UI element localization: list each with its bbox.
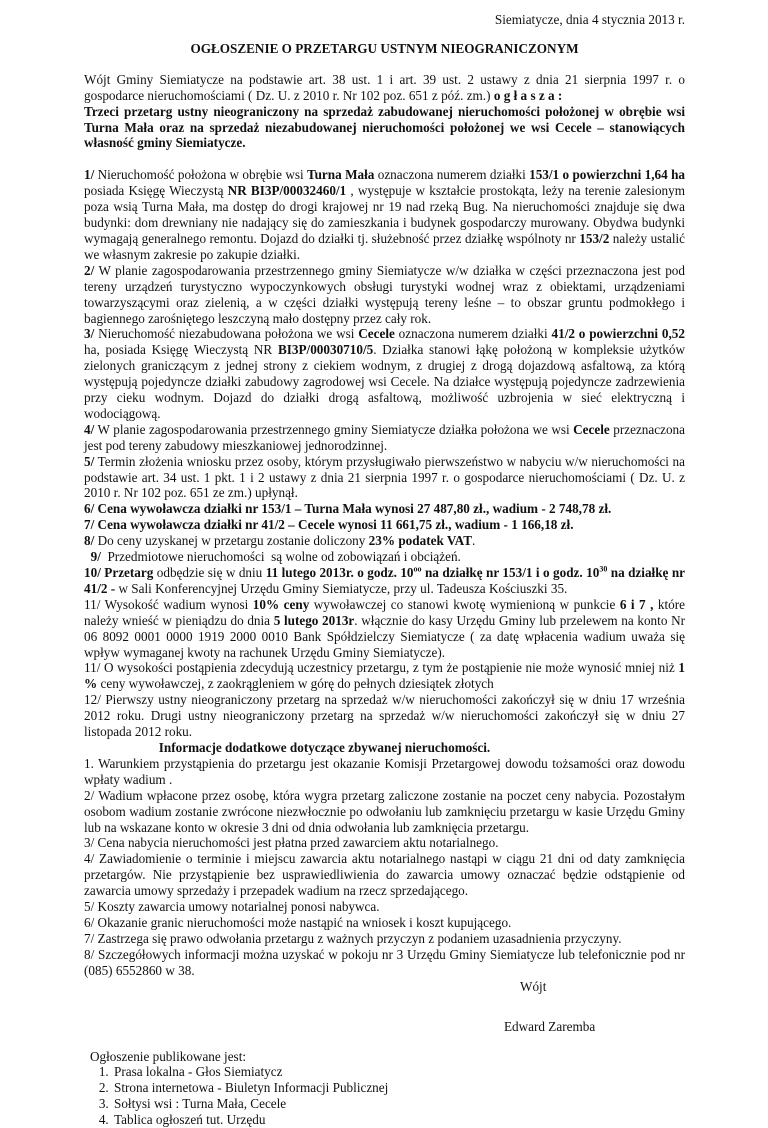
item-11a-text-a: 11/ Wysokość wadium wynosi bbox=[84, 596, 253, 612]
publication-heading: Ogłoszenie publikowane jest: bbox=[90, 1048, 247, 1064]
publication-list bbox=[90, 1064, 685, 1128]
item-10-date: 11 lutego 2013r. o godz. 10 bbox=[265, 565, 414, 580]
item-3-land-register: BI3P/00030710/5 bbox=[277, 342, 374, 358]
signature-role: Wójt bbox=[520, 978, 547, 994]
item-9 bbox=[84, 549, 685, 565]
item-7 bbox=[84, 517, 685, 533]
document-title: OGŁOSZENIE O PRZETARGU USTNYM NIEOGRANICZONYM bbox=[190, 40, 579, 56]
item-11a-text-g: . włącznie do kasy Urzędu Gminy lub przelewem na konto Nr 06 8092 0001 0000 1919 2000 0010 Bank Spółdzielczy Siemiatycze ( za datę wpłacenia wadium uważa się wpływ wymaganej kwoty na rachunek Urzędu Gminy Siemiatycze). bbox=[84, 612, 685, 660]
item-8-text-a: Do ceny uzyskanej w przetargu zostanie doliczony bbox=[94, 533, 369, 549]
item-1-text-i: należy ustalić we własnym zakresie po zakupie działki. bbox=[84, 230, 685, 262]
item-3 bbox=[84, 326, 685, 421]
additional-5: 5/ Koszty zawarcia umowy notarialnej ponosi nabywca. bbox=[84, 899, 380, 915]
publication-item: 3. Sołtysi wsi : Turna Mała, Cecele bbox=[112, 1096, 685, 1112]
place-date: Siemiatycze, dnia 4 stycznia 2013 r. bbox=[494, 12, 685, 27]
announces-word: o g ł a s z a : bbox=[493, 87, 563, 103]
item-8-number: 8/ bbox=[84, 533, 95, 549]
intro-paragraph bbox=[84, 72, 685, 152]
item-2 bbox=[84, 263, 685, 327]
item-1-text-e: posiada Księgę Wieczystą bbox=[84, 183, 228, 199]
additional-8: 8/ Szczegółowych informacji można uzyskać w pokoju nr 3 Urzędu Gminy Siemiatycze lub telefonicznie pod nr (085) 6552860 w 38. bbox=[84, 946, 685, 978]
item-10-time-sup-2: 30 bbox=[599, 564, 608, 574]
publication-item: 4. Tablica ogłoszeń tut. Urzędu bbox=[112, 1112, 685, 1128]
additional-2: 2/ Wadium wpłacone przez osobę, która wygra przetarg zaliczone zostanie na poczet ceny nabycia. Pozostałym osobom wadium zostanie zwrócone niezwłocznie po odwołaniu lub zamknięciu przetargu w kasie Urzędu Gminy lub na wskazane konto w okresie 3 dni od dnia odwołania lub zamknięcia przetargu. bbox=[84, 787, 685, 835]
item-10-text-b: odbędzie się w dniu bbox=[153, 565, 266, 580]
item-8-text-c: . bbox=[472, 533, 476, 549]
item-6-price: 6/ Cena wywoławcza działki nr 153/1 – Turna Mała wynosi 27 487,80 zł., wadium - 2 748,78 zł. bbox=[84, 501, 612, 517]
item-11b-text-c: ceny wywoławczej, z zaokrągleniem w górę do pełnych dziesiątek złotych bbox=[97, 676, 494, 692]
publication-block bbox=[90, 1049, 685, 1128]
item-10-plot-time: na działkę nr 153/1 i o godz. 10 bbox=[421, 565, 600, 580]
item-3-text-g: . Działka stanowi łąkę położoną w kompleksie użytków zielonych graniczącym z jednej strony z ciekiem wodnym, z drugiej z drogą dojazdową asfaltową, za którą występują pojedyncze działki zabudowy zagrodowej wsi Cecele. Na działce występują pojedyncze zadrzewienia przy cieku wodnym. Dojazd do działki drogą asfaltową, możliwość uzbrojenia w sieć elektryczną i wodociągową. bbox=[84, 342, 685, 421]
item-1-land-register: NR BI3P/00032460/1 bbox=[227, 183, 347, 199]
item-5 bbox=[84, 454, 685, 502]
item-11b-text-a: 11/ O wysokości postąpienia zdecydują uczestnicy przetargu, z tym że postąpienie nie może wynosić mniej niż bbox=[84, 660, 679, 676]
item-11a-percent: 10% ceny bbox=[252, 596, 310, 612]
intro-text: Wójt Gminy Siemiatycze na podstawie art. 38 ust. 1 i art. 39 ust. 2 ustawy z dnia 21 sierpnia 1997 r. o gospodarce nieruchomościami ( Dz. U. z 2010 r. Nr 102 poz. 651 z póź. zm.) bbox=[84, 71, 685, 103]
item-10-plot-2: na działkę nr 41/2 - bbox=[84, 565, 686, 596]
item-5-number: 5/ bbox=[84, 453, 95, 469]
item-8 bbox=[84, 533, 685, 549]
signature-name: Edward Zaremba bbox=[504, 1018, 596, 1034]
item-11-deposit bbox=[84, 597, 685, 661]
item-3-village: Cecele bbox=[358, 326, 395, 342]
item-6 bbox=[84, 501, 685, 517]
item-12: 12/ Pierwszy ustny nieograniczony przetarg na sprzedaż w/w nieruchomości zakończył się w dniu 17 września 2012 roku. Drugi ustny nieograniczony przetarg na sprzedaż w/w nieruchomości zakończył się w dniu 27 listopada 2012 roku. bbox=[84, 692, 685, 740]
additional-7: 7/ Zastrzega się prawo odwołania przetargu z ważnych przyczyn z podaniem uzasadnienia przyczyny. bbox=[84, 930, 622, 946]
item-1-number: 1/ bbox=[84, 167, 95, 183]
item-10 bbox=[84, 565, 685, 597]
publication-item: 1. Prasa lokalna - Głos Siemiatycz bbox=[112, 1064, 685, 1080]
item-4 bbox=[84, 422, 685, 454]
item-1 bbox=[84, 167, 685, 262]
document-page bbox=[84, 12, 685, 1128]
item-2-text: W planie zagospodarowania przestrzennego gminy Siemiatycze w/w działka w części przeznaczona jest pod tereny urządzeń turystyczno wypoczynkowych obsługi turystyki wodnej wraz z obiektami, urządzeniami towarzyszącymi oraz zielenią, a w części działki występują tereny leśne – to obszar gruntu podmokłego i bagiennego zarośniętego leszczyną mało dostępny przez cały rok. bbox=[84, 262, 685, 326]
item-11b-percent: 1 % bbox=[84, 660, 685, 692]
item-11a-points: 6 i 7 , bbox=[619, 596, 654, 612]
item-11a-text-e: które należy wnieść w pieniądzu do dnia bbox=[84, 596, 685, 628]
additional-6: 6/ Okazanie granic nieruchomości może nastąpić na wniosek i koszt kupującego. bbox=[84, 914, 512, 930]
intro-bold-text: Trzeci przetarg ustny nieograniczony na sprzedaż zabudowanej nieruchomości położonej w obrębie wsi Turna Mała oraz na sprzedaż niezabudowanej nieruchomości położonej we wsi Cecele – stanowiących własność gminy Siemiatycze. bbox=[84, 103, 685, 151]
item-4-village: Cecele bbox=[573, 421, 610, 437]
item-4-text-c: przeznaczona jest pod tereny zabudowy mieszkaniowej jednorodzinnej. bbox=[84, 421, 685, 453]
item-8-vat: 23% podatek VAT bbox=[368, 533, 472, 549]
item-11a-deadline: 5 lutego 2013r bbox=[273, 612, 355, 628]
signature-block bbox=[84, 979, 685, 1037]
item-11a-text-c: wywoławczej co stanowi kwotę wymienioną w punkcie bbox=[309, 596, 620, 612]
item-9-number: 9/ bbox=[84, 549, 101, 565]
item-10-time-sup-1: oo bbox=[413, 564, 422, 574]
item-11-bid-step bbox=[84, 660, 685, 692]
item-1-village: Turna Mała bbox=[307, 167, 375, 183]
item-4-text-a: W planie zagospodarowania przestrzennego gminy Siemiatycze działka położona we wsi bbox=[94, 421, 574, 437]
item-10-label: 10/ Przetarg bbox=[84, 565, 154, 580]
item-4-number: 4/ bbox=[84, 421, 95, 437]
item-1-plot-2: 153/2 bbox=[579, 230, 610, 246]
item-3-number: 3/ bbox=[84, 326, 95, 342]
additional-info-heading: Informacje dodatkowe dotyczące zbywanej nieruchomości. bbox=[158, 739, 491, 755]
item-3-text-c: oznaczona numerem działki bbox=[394, 326, 552, 342]
item-5-text: Termin złożenia wniosku przez osoby, którym przysługiwało pierwszeństwo w nabyciu w/w nieruchomości na podstawie art. 34 ust. 1 pkt. 1 i 2 ustawy z dnia 21 sierpnia 1997 r. o gospodarce nieruchomościami ( Dz. U. z 2010 r. Nr 102 poz. 651 ze zm.) upłynął. bbox=[84, 453, 685, 501]
publication-item: 2. Strona internetowa - Biuletyn Informacji Publicznej bbox=[112, 1080, 685, 1096]
additional-3: 3/ Cena nabycia nieruchomości jest płatna przed zawarciem aktu notarialnego. bbox=[84, 835, 499, 851]
additional-4: 4/ Zawiadomienie o terminie i miejscu zawarcia aktu notarialnego nastąpi w ciągu 21 dni od daty zamknięcia przetargów. Nie przystąpienie bez usprawiedliwienia do zawarcia umowy oznaczać będzie odstąpienie od zawarcia umowy sprzedaży i przepadek wadium na rzecz sprzedającego. bbox=[84, 851, 685, 899]
item-1-plot: 153/1 o powierzchni 1,64 ha bbox=[529, 167, 686, 183]
item-1-text-a: Nieruchomość położona w obrębie wsi bbox=[94, 167, 308, 183]
item-1-text-g: , występuje w kształcie prostokąta, leży na terenie zalesionym poza wsią Turna Mała, ma dostęp do drogi krajowej nr 19 nad rzeką Bug. Na nieruchomości znajduje się dwa budynki: dom drewniany nie nadający się do zamieszkania i budynek gospodarczy murowany. Obydwa budynki wymagają generalnego remontu. Dojazd do działki tj. służebność przez działkę wspólnoty nr bbox=[84, 183, 685, 246]
additional-1: 1. Warunkiem przystąpienia do przetargu jest okazanie Komisji Przetargowej dowodu tożsamości oraz dowodu wpłaty wadium . bbox=[84, 755, 685, 787]
item-3-plot: 41/2 o powierzchni 0,52 bbox=[551, 326, 685, 342]
item-10-place: w Sali Konferencyjnej Urzędu Gminy Siemiatycze, przy ul. Tadeusza Kościuszki 35. bbox=[115, 580, 568, 596]
item-3-text-a: Nieruchomość niezabudowana położona we wsi bbox=[94, 326, 359, 342]
item-2-number: 2/ bbox=[84, 262, 95, 278]
item-1-text-c: oznaczona numerem działki bbox=[374, 167, 530, 183]
item-3-text-e: ha, posiada Księgę Wieczystą NR bbox=[84, 342, 278, 358]
item-9-text: Przedmiotowe nieruchomości są wolne od zobowiązań i obciążeń. bbox=[100, 549, 461, 565]
item-7-price: 7/ Cena wywoławcza działki nr 41/2 – Cecele wynosi 11 661,75 zł., wadium - 1 166,18 zł. bbox=[84, 517, 574, 533]
